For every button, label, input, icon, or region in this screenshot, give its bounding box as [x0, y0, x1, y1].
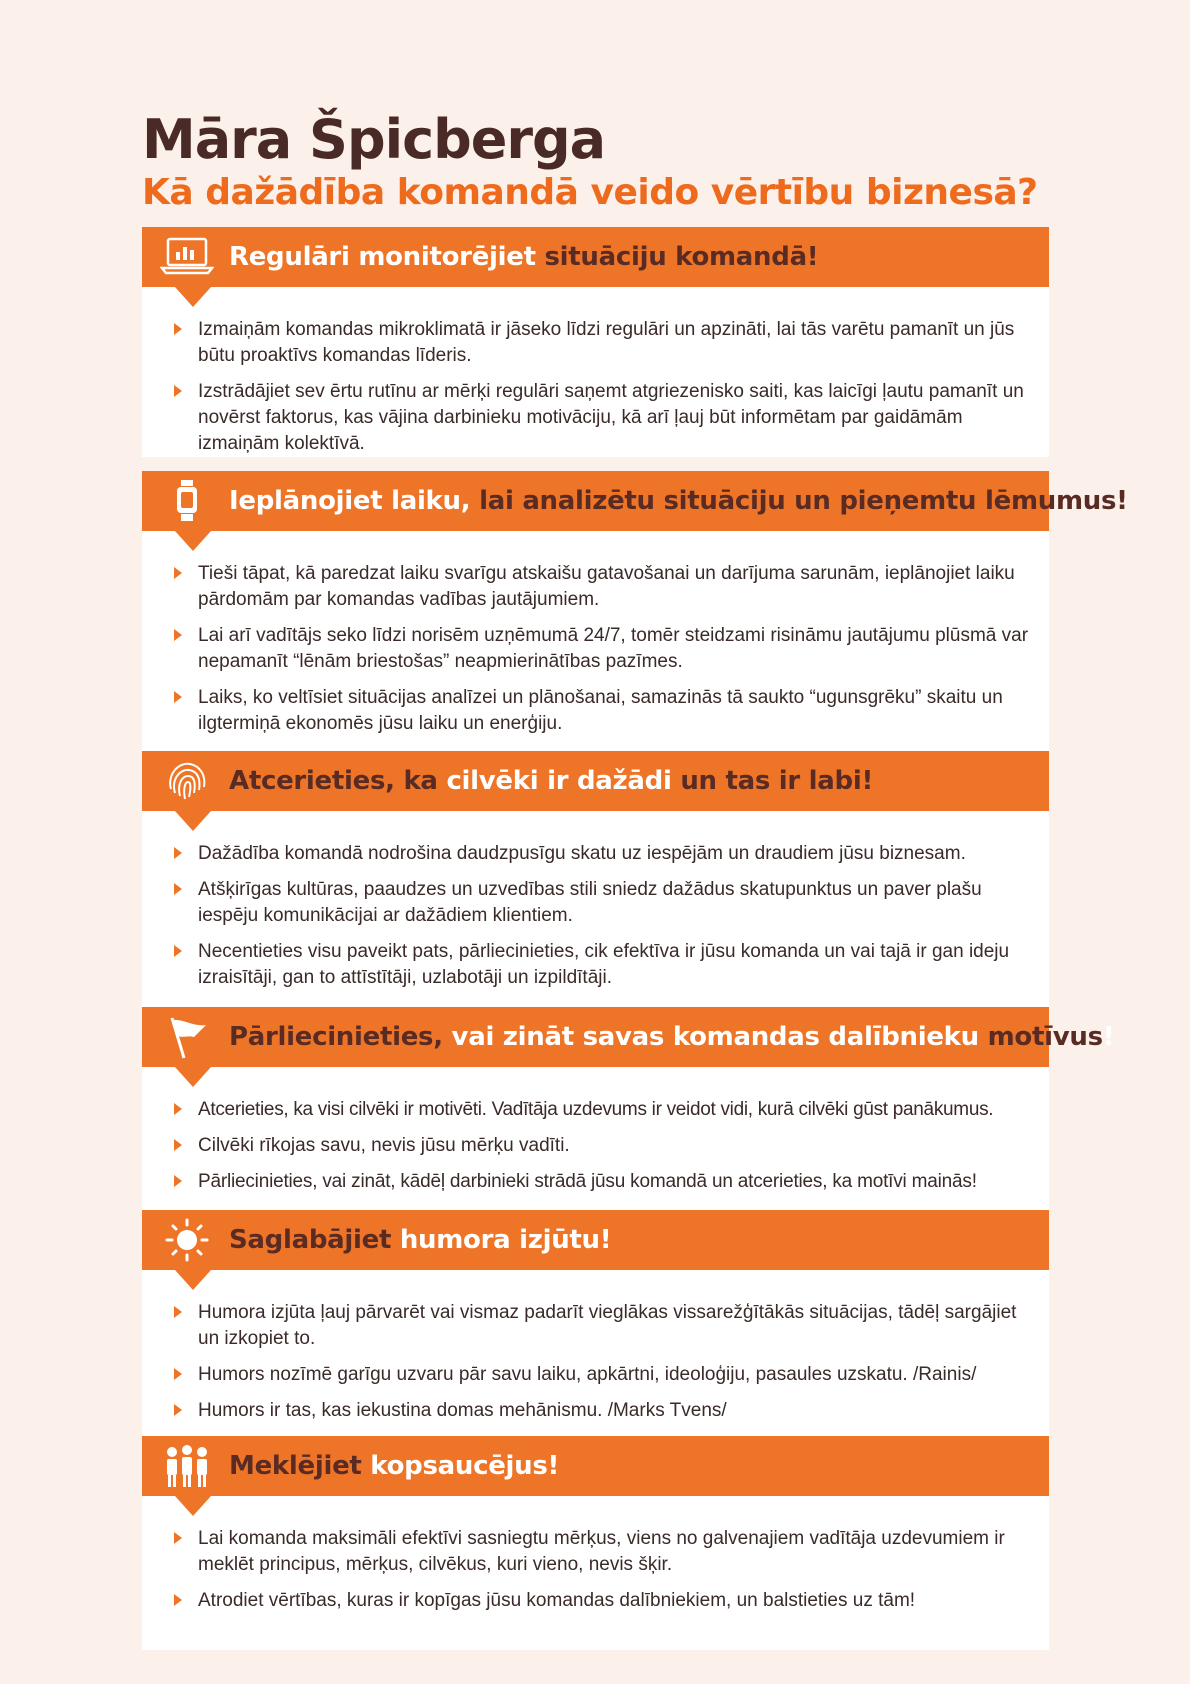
- section-body: [142, 811, 1049, 1025]
- list-item: Humors nozīmē garīgu uzvaru pār savu laiku, apkārtni, ideoloģiju, pasaules uzskatu. /Rainis/: [174, 1362, 1039, 1388]
- list-item: Dažādība komandā nodrošina daudzpusīgu skatu uz iespējām un draudiem jūsu biznesam.: [174, 841, 1039, 867]
- list-item: Izstrādājiet sev ērtu rutīnu ar mērķi regulāri saņemt atgriezenisko saiti, kas laicīgi ļautu pamanīt un novērst faktorus, kas vājina darbinieku motivāciju, kā arī ļauj būt informētam par gaidāmām izmaiņām kolektīvā.: [174, 379, 1039, 457]
- section-body: [142, 531, 1049, 765]
- section-body: [142, 287, 1049, 457]
- list-item: Humors ir tas, kas iekustina domas mehānismu. /Marks Tvens/: [174, 1398, 1039, 1424]
- list-item: Lai arī vadītājs seko līdzi norisēm uzņēmumā 24/7, tomēr steidzami risināmu jautājumu plūsmā var nepamanīt “lēnām briestošas” neapmierinātības pazīmes.: [174, 623, 1039, 675]
- section-title: Atcerieties, ka cilvēki ir dažādi un tas ir labi!: [229, 766, 874, 796]
- section-monitor: [142, 227, 1049, 457]
- section-header: [142, 1007, 1115, 1067]
- team-icon: [160, 1444, 214, 1488]
- sun-icon: [160, 1218, 214, 1262]
- fingerprint-icon: [160, 759, 214, 803]
- section-body: [142, 1496, 1049, 1650]
- header-pointer: [175, 531, 211, 551]
- flag-icon: [160, 1015, 214, 1059]
- header-pointer: [175, 811, 211, 831]
- list-item: Cilvēki rīkojas savu, nevis jūsu mērķu vadīti.: [174, 1133, 1039, 1159]
- header-pointer: [175, 1067, 211, 1087]
- section-title: Ieplānojiet laiku, lai analizētu situāciju un pieņemtu lēmumus!: [229, 486, 1128, 516]
- header-pointer: [175, 1496, 211, 1516]
- list-item: Lai komanda maksimāli efektīvi sasniegtu mērķus, viens no galvenajiem vadītāja uzdevumiem ir meklēt principus, mērķus, cilvēkus, kuri vieno, nevis šķir.: [174, 1526, 1039, 1578]
- section-motives: [142, 1007, 1115, 1231]
- section-header: [142, 1436, 1049, 1496]
- list-item: Atšķirīgas kultūras, paaudzes un uzvedības stili sniedz dažādus skatupunktus un paver plašu iespēju komunikācijai ar dažādiem klientiem.: [174, 877, 1039, 929]
- section-body: [142, 1270, 1049, 1460]
- section-diversity: [142, 751, 1049, 1025]
- section-title: Meklējiet kopsaucējus!: [229, 1451, 560, 1481]
- page-subtitle: Kā dažādība komandā veido vērtību biznesā?: [142, 172, 1038, 213]
- laptop-chart-icon: [160, 235, 214, 279]
- list-item: Necentieties visu paveikt pats, pārliecinieties, cik efektīva ir jūsu komanda un vai tajā ir gan ideju izraisītāji, gan to attīstītāji, uzlabotāji un izpildītāji.: [174, 939, 1039, 991]
- list-item: Atcerieties, ka visi cilvēki ir motivēti. Vadītāja uzdevums ir veidot vidi, kurā cilvēki gūst panākumus.: [174, 1097, 1039, 1123]
- section-title: Pārliecinieties, vai zināt savas komandas dalībnieku motīvus!: [229, 1022, 1115, 1052]
- list-item: Tieši tāpat, kā paredzat laiku svarīgu atskaišu gatavošanai un darījuma sarunām, ieplānojiet laiku pārdomām par komandas vadības jautājumiem.: [174, 561, 1039, 613]
- section-title: Saglabājiet humora izjūtu!: [229, 1225, 612, 1255]
- section-body: [142, 1067, 1049, 1231]
- section-header: [142, 1210, 1049, 1270]
- list-item: Atrodiet vērtības, kuras ir kopīgas jūsu komandas dalībniekiem, un balstieties uz tām!: [174, 1588, 1039, 1614]
- section-header: [142, 471, 1128, 531]
- list-item: Izmaiņām komandas mikroklimatā ir jāseko līdzi regulāri un apzināti, lai tās varētu pamanīt un jūs būtu proaktīvs komandas līderis.: [174, 317, 1039, 369]
- section-title: Regulāri monitorējiet situāciju komandā!: [229, 242, 819, 272]
- list-item: Pārliecinieties, vai zināt, kādēļ darbinieki strādā jūsu komandā un atcerieties, ka motīvi mainās!: [174, 1169, 1039, 1195]
- section-header: [142, 751, 1049, 811]
- section-common-ground: [142, 1436, 1049, 1650]
- author-name: Māra Špicberga: [142, 108, 606, 171]
- section-header: [142, 227, 1049, 287]
- section-humor: [142, 1210, 1049, 1460]
- list-item: Humora izjūta ļauj pārvarēt vai vismaz padarīt vieglākas vissarežģītākās situācijas, tādēļ sargājiet un izkopiet to.: [174, 1300, 1039, 1352]
- header-pointer: [175, 1270, 211, 1290]
- watch-icon: [160, 479, 214, 523]
- header-pointer: [175, 287, 211, 307]
- list-item: Laiks, ko veltīsiet situācijas analīzei un plānošanai, samazinās tā saukto “ugunsgrēku” skaitu un ilgtermiņā ekonomēs jūsu laiku un enerģiju.: [174, 685, 1039, 737]
- section-plan-time: [142, 471, 1128, 765]
